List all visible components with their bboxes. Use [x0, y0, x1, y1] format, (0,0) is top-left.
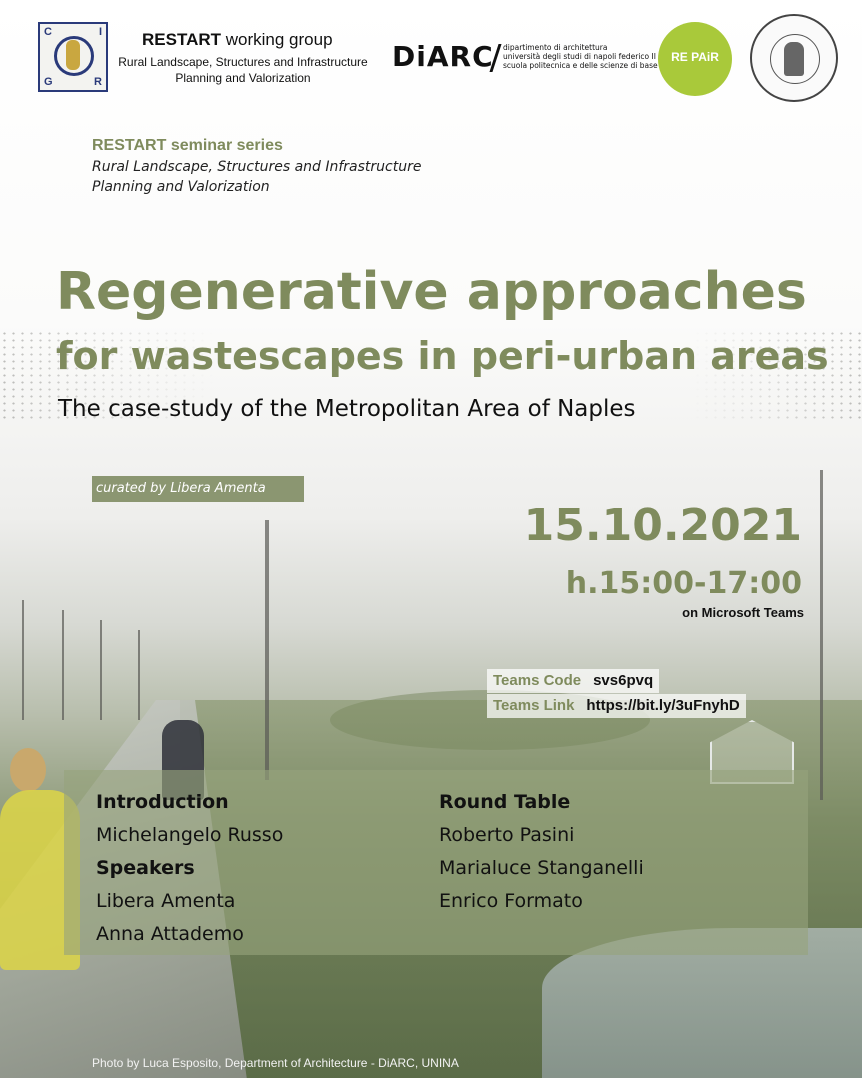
- tree-icon: [22, 600, 24, 720]
- introduction-heading: Introduction: [96, 791, 229, 813]
- working-group-subtitle: Rural Landscape, Structures and Infrastructure Planning and Valorization: [118, 55, 368, 85]
- seminar-series-line: Planning and Valorization: [92, 179, 270, 195]
- tree-icon: [100, 620, 102, 720]
- working-group-title: RESTART working group: [142, 30, 333, 49]
- photo-credit: Photo by Luca Esposito, Department of Architecture - DiARC, UNINA: [92, 1056, 459, 1070]
- introduction-speaker: Michelangelo Russo: [96, 824, 284, 846]
- curated-by-badge: curated by Libera Amenta: [92, 476, 304, 502]
- person-head-figure: [10, 748, 46, 792]
- cigr-logo: C I G R: [38, 22, 108, 92]
- tree-icon: [62, 610, 64, 720]
- repair-logo: RE PAiR: [658, 22, 732, 96]
- diarc-logo: DiARC: [392, 40, 494, 73]
- teams-link-label: Teams Link: [493, 697, 575, 714]
- teams-link-row: [487, 694, 746, 718]
- diarc-department-text: dipartimento di architettura università degli studi di napoli federico II scuola politecnica e delle scienze di base: [503, 43, 658, 70]
- program-right-column: [439, 786, 644, 918]
- event-date: 15.10.2021: [523, 500, 802, 551]
- seminar-series-title: RESTART seminar series: [92, 137, 283, 154]
- teams-link[interactable]: https://bit.ly/3uFnyhD: [586, 697, 740, 714]
- university-seal-logo: [750, 14, 838, 102]
- round-table-speaker: Enrico Formato: [439, 890, 583, 912]
- teams-code-value: svs6pvq: [593, 672, 654, 689]
- teams-code-row: [487, 669, 659, 693]
- event-time: h.15:00-17:00: [565, 566, 802, 601]
- round-table-heading: Round Table: [439, 791, 571, 813]
- event-platform: on Microsoft Teams: [682, 605, 804, 620]
- round-table-speaker: Marialuce Stanganelli: [439, 857, 644, 879]
- event-title-line-1: Regenerative approaches: [56, 262, 807, 322]
- speaker-name: Libera Amenta: [96, 890, 236, 912]
- speakers-heading: Speakers: [96, 857, 195, 879]
- program-left-column: [96, 786, 283, 951]
- round-table-speaker: Roberto Pasini: [439, 824, 575, 846]
- teams-code-label: Teams Code: [493, 672, 582, 689]
- tree-icon: [820, 470, 823, 800]
- event-title-line-2: for wastescapes in peri-urban areas: [56, 334, 829, 378]
- event-subtitle: The case-study of the Metropolitan Area of Naples: [58, 396, 636, 422]
- seminar-series-line: Rural Landscape, Structures and Infrastructure: [92, 159, 422, 175]
- speaker-name: Anna Attademo: [96, 923, 244, 945]
- tree-icon: [265, 520, 269, 780]
- tree-icon: [138, 630, 140, 720]
